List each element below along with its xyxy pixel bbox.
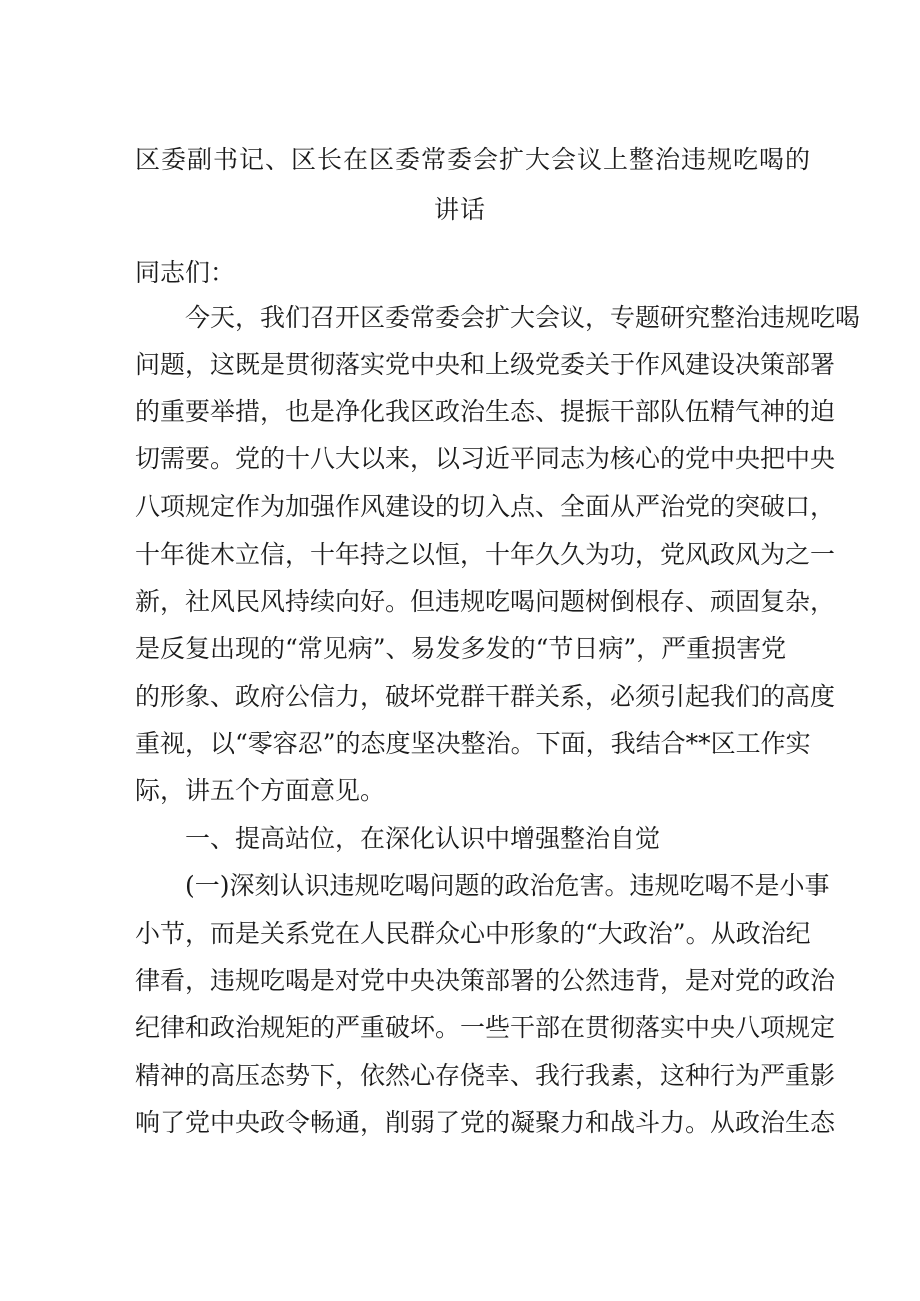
paragraph-2-line: 小节，而是关系党在人民群众心中形象的“大政治”。从政治纪 xyxy=(135,919,811,948)
paragraph-1-line: 八项规定作为加强作风建设的切入点、全面从严治党的突破口， xyxy=(135,492,836,521)
paragraph-1-line: 的重要举措，也是净化我区政治生态、提振干部队伍精气神的迫 xyxy=(135,397,836,426)
paragraph-2-line: 纪律和政治规矩的严重破坏。一些干部在贯彻落实中央八项规定 xyxy=(135,1013,836,1042)
paragraph-1-line: 重视，以“零容忍”的态度坚决整治。下面，我结合**区工作实 xyxy=(135,729,811,758)
paragraph-1-line: 是反复出现的“常见病”、易发多发的“节日病”，严重损害党 xyxy=(135,634,787,663)
document-title-line-2: 讲话 xyxy=(433,195,486,224)
paragraph-1-line: 十年徙木立信，十年持之以恒，十年久久为功，党风政风为之一 xyxy=(135,540,836,569)
paragraph-2-line: 精神的高压态势下，依然心存侥幸、我行我素，这种行为严重影 xyxy=(135,1061,836,1090)
paragraph-2-line: 律看，违规吃喝是对党中央决策部署的公然违背，是对党的政治 xyxy=(135,966,836,995)
paragraph-1-line: 切需要。党的十八大以来，以习近平同志为核心的党中央把中央 xyxy=(135,444,836,473)
paragraph-2-line: (一)深刻认识违规吃喝问题的政治危害。违规吃喝不是小事 xyxy=(185,871,830,900)
section-heading-1: 一、提高站位，在深化认识中增强整治自觉 xyxy=(185,824,661,853)
document-title-line-1: 区委副书记、区长在区委常委会扩大会议上整治违规吃喝的 xyxy=(135,145,812,174)
paragraph-2-line: 响了党中央政令畅通，削弱了党的凝聚力和战斗力。从政治生态 xyxy=(135,1108,836,1137)
paragraph-1-line: 今天，我们召开区委常委会扩大会议，专题研究整治违规吃喝 xyxy=(185,303,861,332)
paragraph-1-line: 际，讲五个方面意见。 xyxy=(135,776,386,805)
paragraph-1-line: 新，社风民风持续向好。但违规吃喝问题树倒根存、顽固复杂， xyxy=(135,587,836,616)
salutation: 同志们： xyxy=(135,258,236,287)
paragraph-1-line: 的形象、政府公信力，破坏党群干群关系，必须引起我们的高度 xyxy=(135,682,836,711)
paragraph-1-line: 问题，这既是贯彻落实党中央和上级党委关于作风建设决策部署 xyxy=(135,350,836,379)
